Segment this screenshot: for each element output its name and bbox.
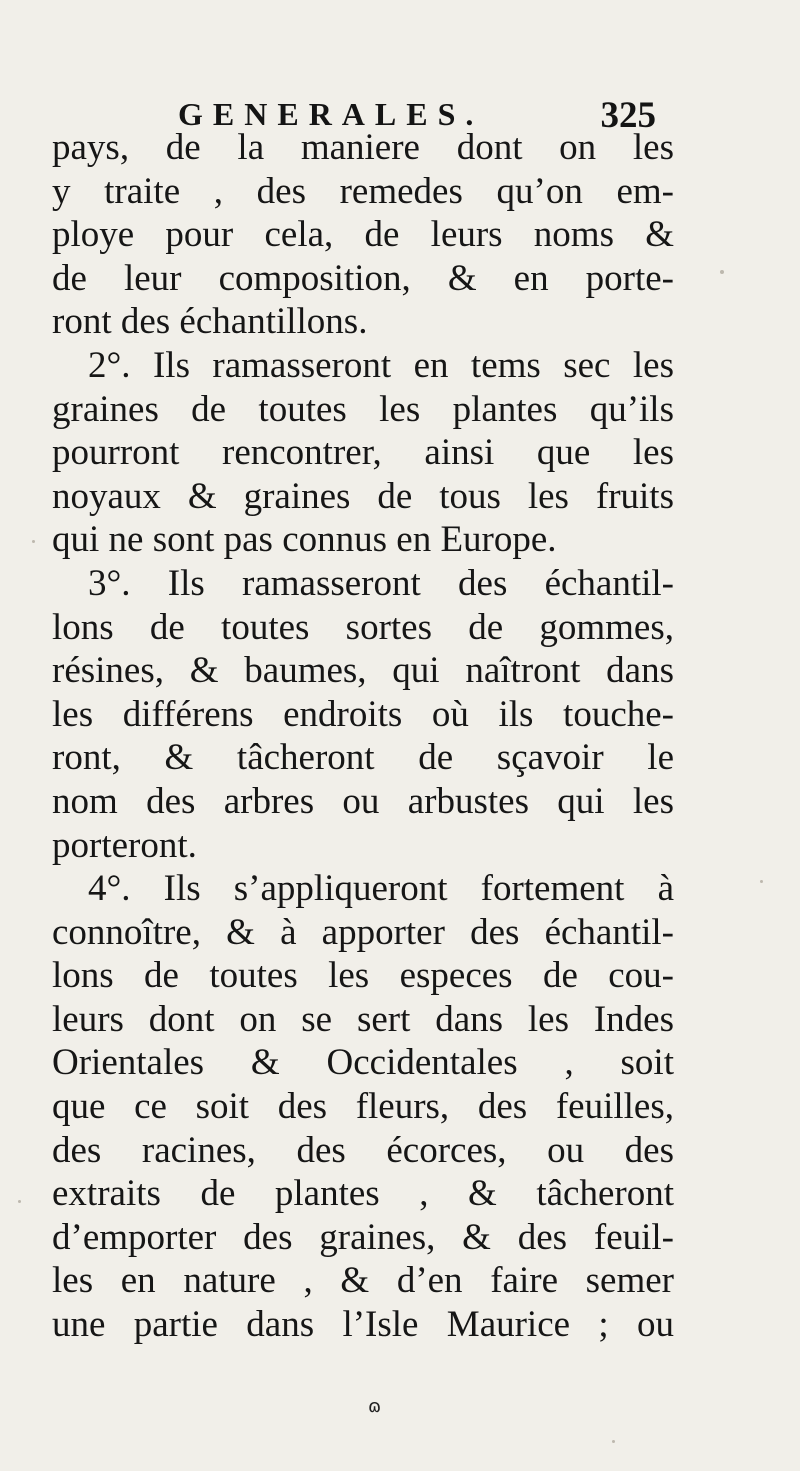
text-line: pourront rencontrer, ainsi que les — [52, 432, 674, 474]
text-line: ploye pour cela, de leurs noms & — [52, 214, 674, 256]
text-line: que ce soit des fleurs, des feuilles, — [52, 1086, 674, 1128]
text-line: 4°. Ils s’appliqueront fortement à — [88, 868, 674, 910]
running-head: GENERALES. — [178, 96, 484, 132]
text-line: 3°. Ils ramasseront des échantil- — [88, 562, 674, 604]
paper-speck — [760, 880, 763, 883]
text-line: Orientales & Occidentales , soit — [52, 1042, 674, 1084]
text-line: porteront. — [52, 824, 197, 866]
text-line: leurs dont on se sert dans les Indes — [52, 998, 674, 1040]
text-line: d’emporter des graines, & des feuil- — [52, 1216, 674, 1258]
page-number: 325 — [600, 95, 656, 136]
text-line: de leur composition, & en porte- — [52, 257, 674, 299]
paper-speck — [612, 1440, 615, 1443]
text-line: nom des arbres ou arbustes qui les — [52, 780, 674, 822]
text-line: les en nature , & d’en faire semer — [52, 1260, 674, 1302]
text-line: graines de toutes les plantes qu’ils — [52, 388, 674, 430]
ornament-icon: ɷ — [368, 1396, 382, 1417]
paper-speck — [32, 540, 35, 543]
body-text — [52, 126, 674, 1347]
text-line: ront des échantillons. — [52, 301, 368, 343]
text-line: lons de toutes les especes de cou- — [52, 955, 674, 997]
text-line: y traite , des remedes qu’on em- — [52, 170, 674, 212]
text-line: résines, & baumes, qui naîtront dans — [52, 650, 674, 692]
text-line: connoître, & à apporter des échantil- — [52, 911, 674, 953]
text-line: qui ne sont pas connus en Europe. — [52, 519, 557, 561]
text-line: des racines, des écorces, ou des — [52, 1129, 674, 1171]
text-line: lons de toutes sortes de gommes, — [52, 606, 674, 648]
text-line: une partie dans l’Isle Maurice ; ou — [52, 1304, 674, 1346]
paper-speck — [720, 270, 724, 274]
text-line: noyaux & graines de tous les fruits — [52, 475, 674, 517]
text-line: ront, & tâcheront de sçavoir le — [52, 737, 674, 779]
text-line: 2°. Ils ramasseront en tems sec les — [88, 344, 674, 386]
text-line: extraits de plantes , & tâcheront — [52, 1173, 674, 1215]
text-line: les différens endroits où ils touche- — [52, 693, 674, 735]
paper-speck — [18, 1200, 21, 1203]
text-line: pays, de la maniere dont on les — [52, 127, 674, 168]
